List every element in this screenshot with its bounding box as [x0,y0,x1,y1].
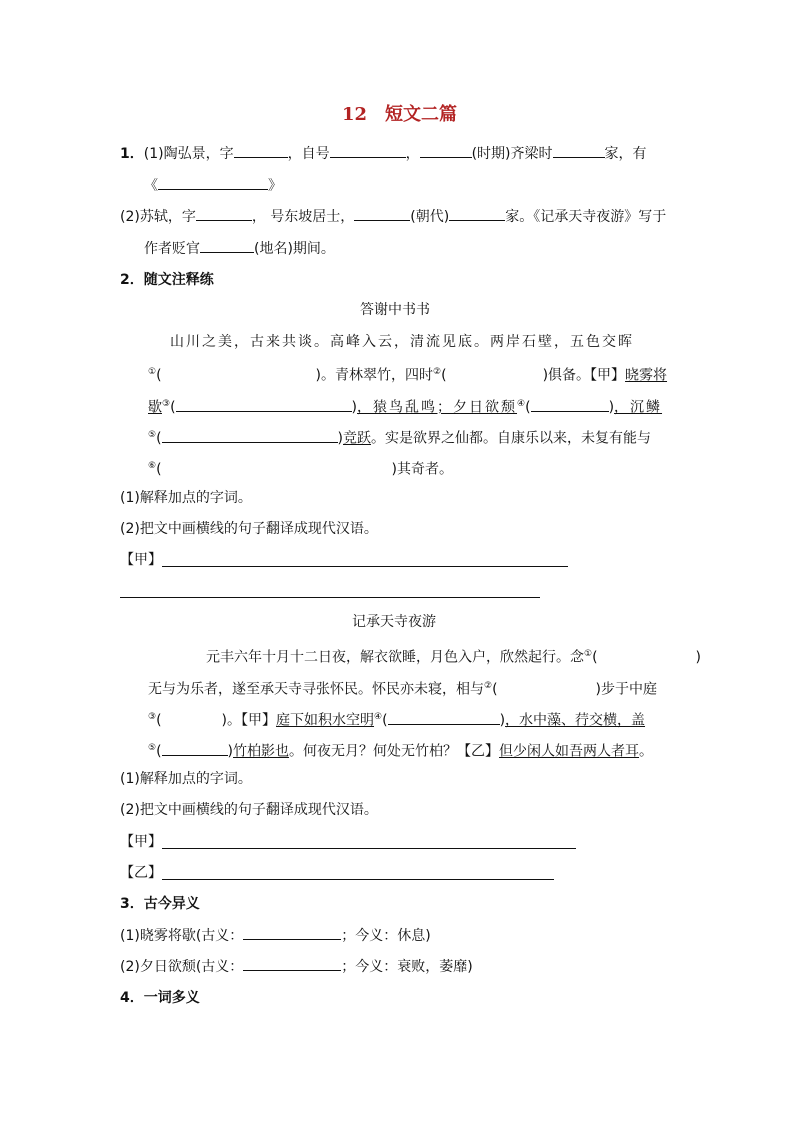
blank-field[interactable] [330,143,406,158]
q1-line3 [120,206,666,227]
underlined-text: 竞跃 [343,430,372,447]
blank-field[interactable] [200,238,254,253]
underlined-text: ，水中藻、荇交横，盖 [505,712,646,729]
text: 。何夜无月？何处无竹柏？【乙】 [289,743,500,760]
text: (地名)期间。 [254,241,335,257]
text: ；今义：休息) [341,928,431,944]
text: (2)苏轼，字 [120,209,196,225]
text: ；今义：衰败，萎靡) [341,959,473,975]
text: ( [156,430,162,447]
underlined-text: 但少闲人如吾两人者耳 [499,743,640,760]
text: ( [382,712,388,729]
text: ( [170,399,176,416]
blank-field[interactable] [553,143,605,158]
text: 无与为乐者，遂至承天寺寻张怀民。怀民亦未寝，相与 [148,681,484,698]
text: ( [492,681,498,698]
blank-field[interactable] [234,143,288,158]
text: ，自号 [287,146,330,162]
blank-field[interactable] [449,206,505,221]
text: ) [608,399,615,416]
q1-number: 1． [120,146,144,162]
essay2-line4 [148,738,653,762]
text: ( [592,649,598,666]
q1-line4 [144,238,335,259]
essay2-line1 [206,644,701,668]
text: 》 [268,178,282,194]
sub-question-1: (1)解释加点的字词。 [120,490,252,506]
essay2-title: 记承天寺夜游 [352,614,436,630]
sub-question-4: (2)把文中画横线的句子翻译成现代汉语。 [120,802,378,818]
underlined-text: ，沉鳞 [614,399,663,416]
blank-field[interactable] [243,925,341,940]
essay1-line1: 山川之美，古来共谈。高峰入云，清流见底。两岸石壁，五色交晖 [170,334,634,350]
text: (1)陶弘景，字 [143,146,234,162]
text: 家。《记承天寺夜游》写于 [505,209,667,225]
text: 。实是欲界之仙都。自康乐以来，未复有能与 [371,430,652,447]
underlined-text: 庭下如积水空明 [276,712,375,729]
answer-line[interactable] [162,848,576,849]
blank-field[interactable] [354,206,410,221]
text: 作者贬官 [144,241,200,257]
text: )俱备。【甲】 [542,367,626,384]
note-marker: ③ [162,399,171,409]
note-marker: ② [433,367,442,377]
q3-line1 [120,925,431,946]
text: 元丰六年十月十二日夜，解衣欲睡，月色入户，欣然起行。念 [206,649,584,666]
annotation-blank[interactable] [162,741,228,756]
answer-label-jia: 【甲】 [120,552,162,568]
note-marker: ④ [517,399,526,409]
text: ) [337,430,344,447]
essay1-title: 答谢中书书 [360,302,430,318]
note-marker: ① [148,367,157,377]
annotation-blank[interactable] [162,428,338,443]
note-marker: ⑤ [148,743,157,753]
text: ， [405,146,420,162]
text: (2)夕日欲颓(古义： [120,959,244,975]
text: )步于中庭 [595,681,658,698]
blank-field[interactable] [196,206,252,221]
answer-label-yi: 【乙】 [120,865,162,881]
essay1-line4 [148,425,651,449]
q4-heading: 4．一词多义 [120,990,200,1006]
q3-line2 [120,956,473,977]
text: ) [695,649,702,666]
text: ( [525,399,531,416]
text: ( [156,367,162,384]
answer-line[interactable] [120,597,540,598]
answer-line[interactable] [162,879,554,880]
note-marker: ⑤ [148,430,157,440]
text: 。 [639,743,654,760]
essay2-line3 [148,707,645,731]
text: (1)晓雾将歇(古义： [120,928,244,944]
annotation-blank[interactable] [531,397,609,412]
note-marker: ⑥ [148,461,157,471]
text: )其奇者。 [391,461,454,478]
sub-question-2: (2)把文中画横线的句子翻译成现代汉语。 [120,521,378,537]
answer-label-jia-2: 【甲】 [120,834,162,850]
note-marker: ② [484,681,493,691]
underlined-text: 歇 [148,399,162,416]
q1-line2 [144,175,282,196]
text: (时期)齐梁时 [471,146,553,162]
annotation-blank[interactable] [176,397,352,412]
page-title: 12 短文二篇 [342,104,458,125]
q2-heading: 2．随文注释练 [120,272,214,288]
text: )。【甲】 [221,712,277,729]
text: ( [441,367,447,384]
note-marker: ④ [374,712,383,722]
answer-line[interactable] [162,566,568,567]
blank-field[interactable] [243,956,341,971]
blank-field[interactable] [158,175,268,190]
q3-heading: 3．古今异义 [120,896,200,912]
text: ) [351,399,358,416]
text: 《 [144,178,158,194]
essay1-line2 [148,362,667,386]
underlined-text: 竹柏影也 [233,743,290,760]
note-marker: ① [584,649,593,659]
text: ) [227,743,234,760]
text: ( [156,743,162,760]
text: ( [156,461,162,478]
text: ( [156,712,162,729]
text: ， 号东坡居士， [251,209,355,225]
essay2-line2 [148,676,657,700]
underlined-text: ，猿鸟乱鸣；夕日欲颓 [357,399,518,416]
text: (朝代) [410,209,450,225]
essay1-line3 [148,394,662,418]
essay1-line5 [148,456,453,480]
text: 家，有 [604,146,647,162]
underlined-text: 晓雾将 [625,367,668,384]
text: )。青林翠竹，四时 [315,367,434,384]
sub-question-3: (1)解释加点的字词。 [120,771,252,787]
note-marker: ③ [148,712,157,722]
annotation-blank[interactable] [388,710,500,725]
q1-line1 [120,143,647,164]
blank-field[interactable] [420,143,472,158]
text: ) [499,712,506,729]
